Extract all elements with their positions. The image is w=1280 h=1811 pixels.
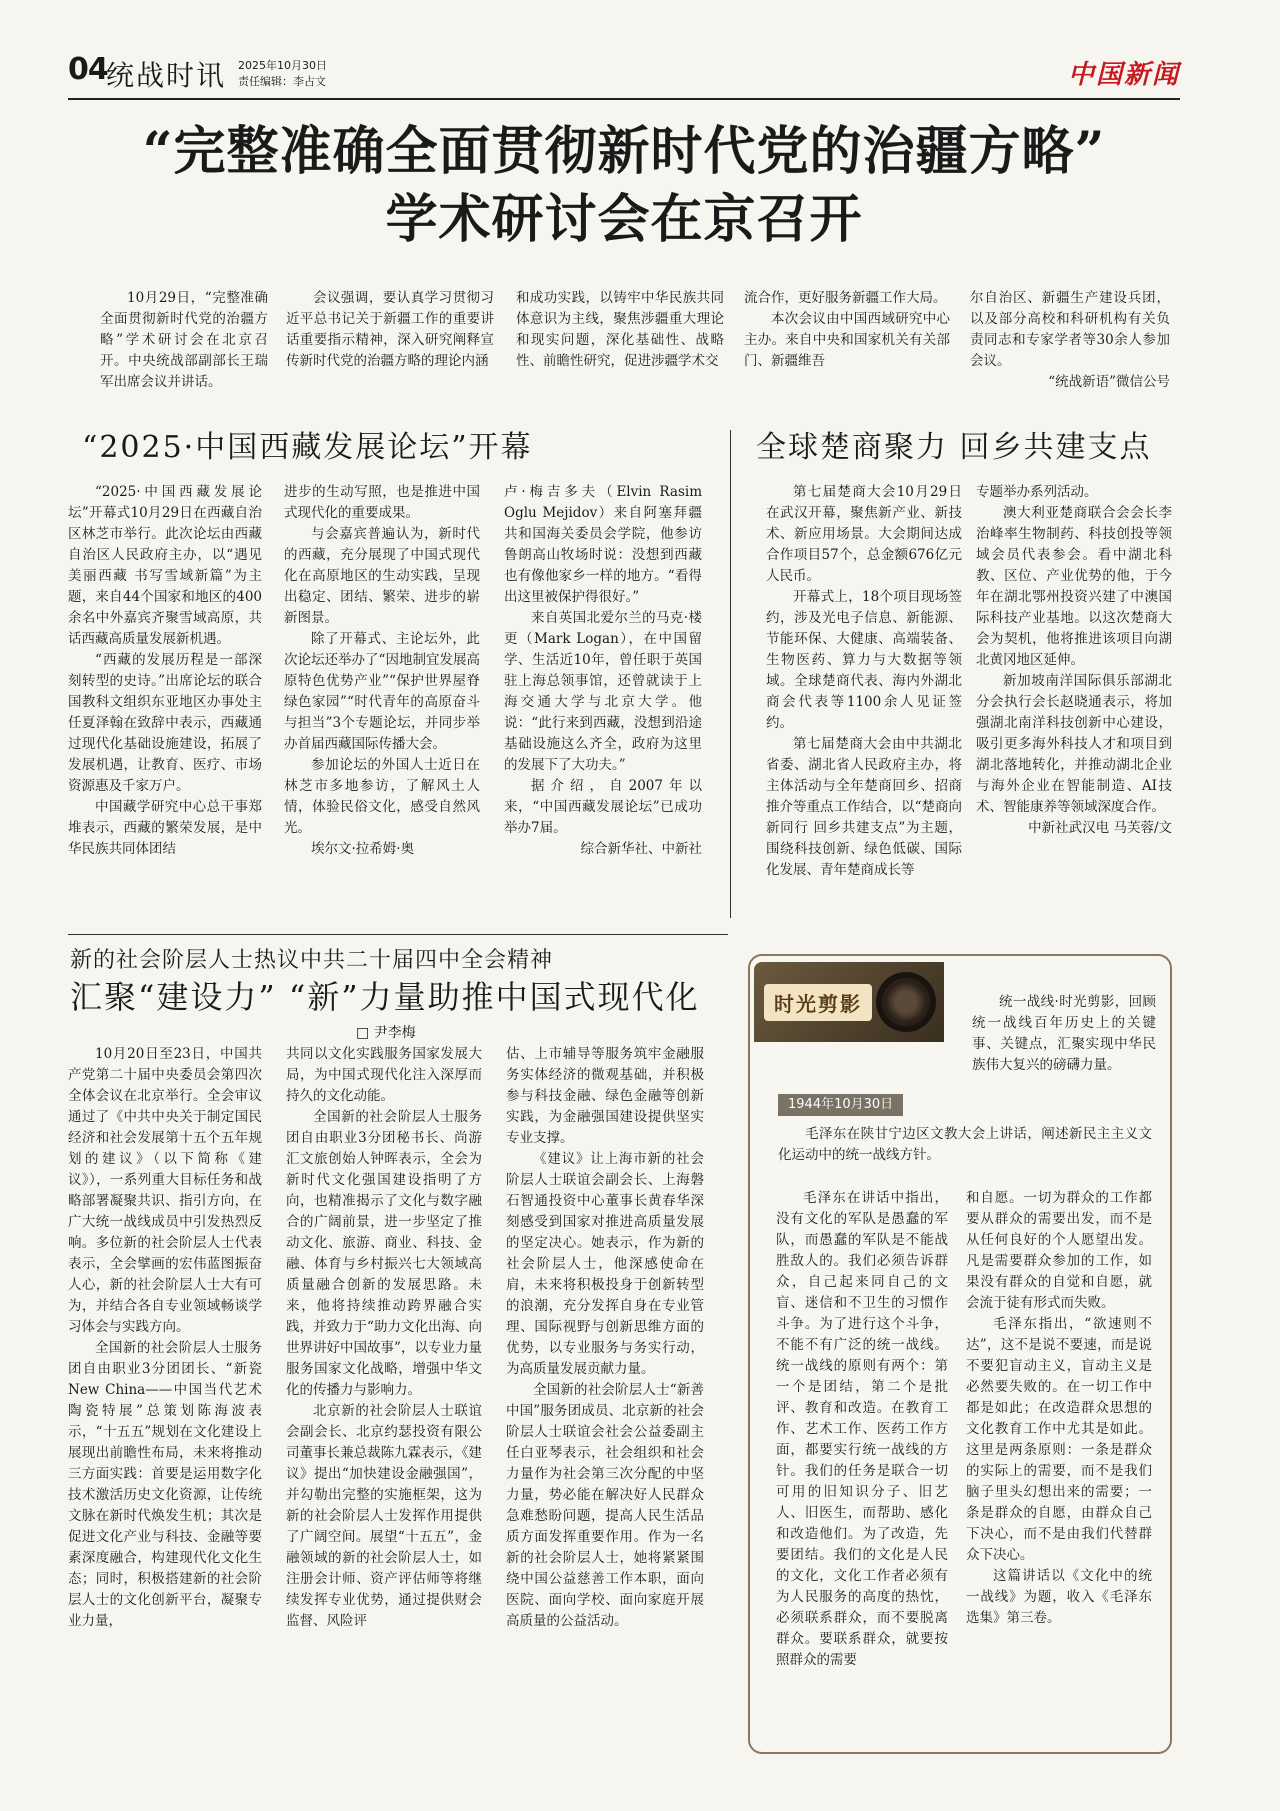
lead-col-1 [100, 288, 268, 398]
paragraph: 除了开幕式、主论坛外，此次论坛还举办了“因地制宜发展高原特色优势产业”“保护世界屋脊绿色家园”“时代青年的高原奋斗与担当”3个专题论坛，并同步举办首届西藏国际传播大会。 [284, 631, 480, 752]
paragraph: “西藏的发展历程是一部深刻转型的史诗。”出席论坛的联合国教科文组织东亚地区办事处主任夏泽翰在致辞中表示，西藏通过现代化基础设施建设，拓展了发展机遇，让教育、医疗、市场资源惠及千家万户。 [68, 652, 262, 794]
time-snapshot-intro [972, 992, 1156, 1102]
paragraph: 《建议》让上海市新的社会阶层人士联谊会副会长、上海磐石智通投资中心董事长黄春华深刻感受到国家对推进高质量发展的坚定决心。她表示，作为新的社会阶层人士，他深感使命在肩，未来将积极投身于创新转型的浪潮，充分发挥自身在专业管理、国际视野与创新思维方面的优势，以专业服务与务实行动，为高质量发展贡献力量。 [506, 1151, 704, 1377]
lead-col-5 [970, 288, 1170, 398]
paragraph: 进步的生动写照，也是推进中国式现代化的重要成果。 [284, 484, 480, 521]
section-name: 统战时讯 [106, 59, 227, 92]
source-credit: 综合新华社、中新社 [580, 841, 702, 857]
lead-col-3 [516, 288, 724, 398]
source-credit: “统战新语”微信公号 [1048, 374, 1170, 390]
tibet-title: “2025·中国西藏发展论坛”开幕 [82, 430, 533, 465]
newclass-author: □ 尹李梅 [356, 1025, 416, 1041]
paragraph: 10月29日，“完整准确全面贯彻新时代党的治疆方略”学术研讨会在北京召开。中央统战部副部长王瑞军出席会议并讲话。 [100, 290, 268, 390]
paragraph: 和自愿。一切为群众的工作都要从群众的需要出发，而不是从任何良好的个人愿望出发。凡是需要群众参加的工作，如果没有群众的自觉和自愿，就会流于徒有形式而失败。 [966, 1190, 1152, 1311]
newclass-col-1 [68, 1044, 262, 1784]
lead-headline-line2: 学术研讨会在京召开 [385, 189, 863, 250]
paragraph: 估、上市辅导等服务筑牢金融服务实体经济的微观基础，并积极参与科技金融、绿色金融等创新实践，为金融强国建设提供坚实专业支撑。 [506, 1046, 704, 1146]
paragraph: 和成功实践，以铸牢中华民族共同体意识为主线，聚焦涉疆重大理论和现实问题，深化基础性、战略性、前瞻性研究，促进涉疆学术交 [516, 290, 724, 369]
masthead [68, 52, 1180, 98]
time-snapshot-col-2 [966, 1188, 1152, 1740]
source-credit: 中新社武汉电 马芙蓉/文 [1028, 820, 1172, 836]
time-snapshot-col-1 [776, 1188, 948, 1740]
paragraph: 尔自治区、新疆生产建设兵团，以及部分高校和科研机构有关负责同志和专家学者等30余人参加会议。 [970, 290, 1170, 369]
paragraph: 全国新的社会阶层人士服务团自由职业3分团秘书长、尚游汇文旅创始人钟晖表示，全会为新时代文化强国建设指明了方向，也精准揭示了文化与数字融合的广阔前景，进一步坚定了推动文化、旅游、商业、科技、金融、体育与乡村振兴七大领域高质量融合创新的发展思路。未来，他将持续推动跨界融合实践，并致力于“助力文化出海、向世界讲好中国故事”，以专业力量服务国家文化战略，增强中华文化的传播力与影响力。 [286, 1109, 482, 1398]
paragraph: 新加坡南洋国际俱乐部湖北分会执行会长赵晓通表示，将加强湖北南洋科技创新中心建设，吸引更多海外科技人才和项目到湖北落地转化，并推动湖北企业与海外企业在智能制造、AI技术、智能康养等领域深度合作。 [976, 673, 1172, 815]
date-tag: 1944年10月30日 [778, 1094, 903, 1116]
editor-credit: 责任编辑：李占文 [238, 75, 326, 88]
paragraph: 开幕式上，18个项目现场签约，涉及光电子信息、新能源、节能环保、大健康、高端装备、生物医药、算力与大数据等领域。全球楚商代表、海内外湖北商会代表等1100余人见证签约。 [766, 589, 962, 731]
page-number: 04 [68, 52, 108, 87]
paragraph: 毛泽东在讲话中指出，没有文化的军队是愚蠢的军队，而愚蠢的军队是不能战胜敌人的。我们必须告诉群众，自己起来同自己的文盲、迷信和不卫生的习惯作斗争。为了进行这个斗争，不能不有广泛的统一战线。统一战线的原则有两个：第一个是团结，第二个是批评、教育和改造。在教育工作、艺术工作、医药工作方面，都要实行统一战线的方针。我们的任务是联合一切可用的旧知识分子、旧艺人、旧医生，而帮助、感化和改造他们。为了改造，先要团结。我们的文化是人民的文化，文化工作者必须有为人民服务的高度的热忱，必须联系群众，而不要脱离群众。要联系群众，就要按照群众的需要 [776, 1190, 948, 1668]
paragraph: 据介绍，自2007年以来，“中国西藏发展论坛”已成功举办7届。 [504, 778, 702, 836]
paragraph: 来自英国北爱尔兰的马克·楼更（Mark Logan），在中国留学、生活近10年，曾任职于英国驻上海总领事馆，还曾就读于上海交通大学与北京大学。他说：“此行来到西藏，没想到沿途基础设施这么齐全，政府为这里的发展下了大功夫。” [504, 610, 702, 773]
lead-headline [68, 118, 1180, 254]
paragraph: 毛泽东在陕甘宁边区文教大会上讲话，阐述新民主主义文化运动中的统一战线方针。 [778, 1126, 1152, 1163]
brand-logo: 中国新闻 [1067, 60, 1180, 90]
paragraph: 与会嘉宾普遍认为，新时代的西藏，充分展现了中国式现代化在高原地区的生动实践，呈现出稳定、团结、繁荣、进步的崭新图景。 [284, 526, 480, 626]
paragraph: 统一战线·时光剪影，回顾统一战线百年历史上的关键事、关键点，汇聚实现中华民族伟大复兴的磅礴力量。 [972, 994, 1156, 1073]
tibet-col-1 [68, 482, 262, 922]
paragraph: 埃尔文·拉希姆·奥 [311, 841, 415, 857]
chushang-col-1 [766, 482, 962, 922]
paragraph: 第七届楚商大会由中共湖北省委、湖北省人民政府主办，将主体活动与全年楚商回乡、招商推介等重点工作结合，以“楚商向新同行 回乡共建支点”为主题，围绕科技创新、绿色低碳、国际化发展、青年楚商成长等 [766, 736, 962, 878]
paragraph: 流合作，更好服务新疆工作大局。 [744, 290, 947, 306]
paragraph: 本次会议由中国西域研究中心主办。来自中央和国家机关有关部门、新疆维吾 [744, 311, 950, 369]
time-snapshot-banner [754, 962, 944, 1042]
newclass-col-2 [286, 1044, 482, 1784]
paragraph: 全国新的社会阶层人士服务团自由职业3分团团长、“新瓷New China——中国当代艺术陶瓷特展”总策划陈海波表示，“十五五”规划在文化建设上展现出前瞻性布局，未来将推动三方面实践：首要是运用数字化技术激活历史文化资源，让传统文脉在新时代焕发生机；其次是促进文化产业与科技、金融等要素深度融合，构建现代化文化生态；同时，积极搭建新的社会阶层人士的文化创新平台，凝聚专业力量， [68, 1340, 262, 1629]
paragraph: 全国新的社会阶层人士“新善中国”服务团成员、北京新的社会阶层人士联谊会社会公益委副主任白亚琴表示，社会组织和社会力量作为社会第三次分配的中坚力量，势必能在解决好人民群众急难愁盼问题，提高人民生活品质方面发挥重要作用。作为一名新的社会阶层人士，她将紧紧围绕中国公益慈善工作本职，面向医院、面向学校、面向家庭开展高质量的公益活动。 [506, 1382, 704, 1629]
newclass-subtitle: 新的社会阶层人士热议中共二十届四中全会精神 [70, 948, 554, 973]
section-divider [68, 934, 728, 935]
tibet-col-2 [284, 482, 480, 922]
paragraph: 参加论坛的外国人士近日在林芝市多地参访，了解风土人情，体验民俗文化，感受自然风光。 [284, 757, 480, 836]
lead-headline-line1: “完整准确全面贯彻新时代党的治疆方略” [142, 121, 1106, 182]
paragraph: 毛泽东指出，“欲速则不达”，这不是说不要速，而是说不要犯盲动主义，盲动主义是必然要失败的。在一切工作中都是如此；在改造群众思想的文化教育工作中尤其是如此。这里是两条原则：一条是群众的实际上的需要，而不是我们脑子里头幻想出来的需要；一条是群众的自愿，由群众自己下决心，而不是由我们代替群众下决心。 [966, 1316, 1152, 1563]
camera-lens-icon [876, 972, 936, 1032]
paragraph: 10月20日至23日，中国共产党第二十届中央委员会第四次全体会议在北京举行。全会审议通过了《中共中央关于制定国民经济和社会发展第十五个五年规划的建议》（以下简称《建议》），一系列重大目标任务和战略部署凝聚共识、指引方向，在广大统一战线成员中引发热烈反响。多位新的社会阶层人士代表表示，全会擘画的宏伟蓝图振奋人心，新的社会阶层人士大有可为，并结合各自专业领域畅谈学习体会与实践方向。 [68, 1046, 262, 1335]
paragraph: 中国藏学研究中心总干事郑堆表示，西藏的繁荣发展，是中华民族共同体团结 [68, 799, 262, 857]
issue-info [238, 58, 327, 90]
paragraph: 澳大利亚楚商联合会会长李治峰率生物制药、科技创投等领域会员代表参会。看中湖北科教、区位、产业优势的他，于今年在湖北鄂州投资兴建了中澳国际科技产业基地。以这次楚商大会为契机，他将推进该项目向湖北黄冈地区延伸。 [976, 505, 1172, 668]
newclass-title: 汇聚“建设力” “新”力量助推中国式现代化 [70, 978, 700, 1016]
paragraph: 会议强调，要认真学习贯彻习近平总书记关于新疆工作的重要讲话重要指示精神，深入研究阐释宣传新时代党的治疆方略的理论内涵 [286, 290, 494, 369]
paragraph: 卢·梅吉多夫（Elvin Rasim Oglu Mejidov）来自阿塞拜疆共和国海关委员会学院，他参访鲁朗高山牧场时说：没想到西藏也有像他家乡一样的地方。“看得出这里被保护得很好。” [504, 484, 702, 605]
newclass-col-3 [506, 1044, 704, 1784]
tibet-col-3 [504, 482, 702, 922]
column-divider [730, 430, 731, 918]
time-snapshot-box [748, 954, 1172, 1754]
paragraph: 第七届楚商大会10月29日在武汉开幕，聚焦新产业、新技术、新应用场景。大会期间达成合作项目57个，总金额676亿元人民币。 [766, 484, 962, 584]
masthead-rule [68, 98, 1180, 100]
paragraph: 共同以文化实践服务国家发展大局，为中国式现代化注入深厚而持久的文化动能。 [286, 1046, 482, 1104]
issue-date: 2025年10月30日 [238, 59, 327, 72]
paragraph: 专题举办系列活动。 [976, 484, 1098, 500]
paragraph: 北京新的社会阶层人士联谊会副会长、北京约瑟投资有限公司董事长兼总裁陈九霖表示，《建议》提出“加快建设金融强国”，并勾勒出完整的实施框架，这为新的社会阶层人士发挥作用提供了广阔空间。展望“十五五”，金融领域的新的社会阶层人士，如注册会计师、资产评估师等将继续发挥专业优势，通过提供财会监督、风险评 [286, 1403, 482, 1629]
lead-col-2 [286, 288, 494, 398]
time-snapshot-lead [778, 1124, 1152, 1172]
chushang-col-2 [976, 482, 1172, 922]
chushang-title: 全球楚商聚力 回乡共建支点 [756, 430, 1152, 465]
banner-label: 时光剪影 [764, 984, 872, 1021]
paragraph: 这篇讲话以《文化中的统一战线》为题，收入《毛泽东选集》第三卷。 [966, 1568, 1152, 1626]
paragraph: “2025·中国西藏发展论坛”开幕式10月29日在西藏自治区林芝市举行。此次论坛由西藏自治区人民政府主办，以“遇见美丽西藏 书写雪域新篇”为主题，来自44个国家和地区的400余名中外嘉宾齐聚雪域高原，共话西藏高质量发展新机遇。 [68, 484, 262, 647]
lead-col-4 [744, 288, 950, 398]
